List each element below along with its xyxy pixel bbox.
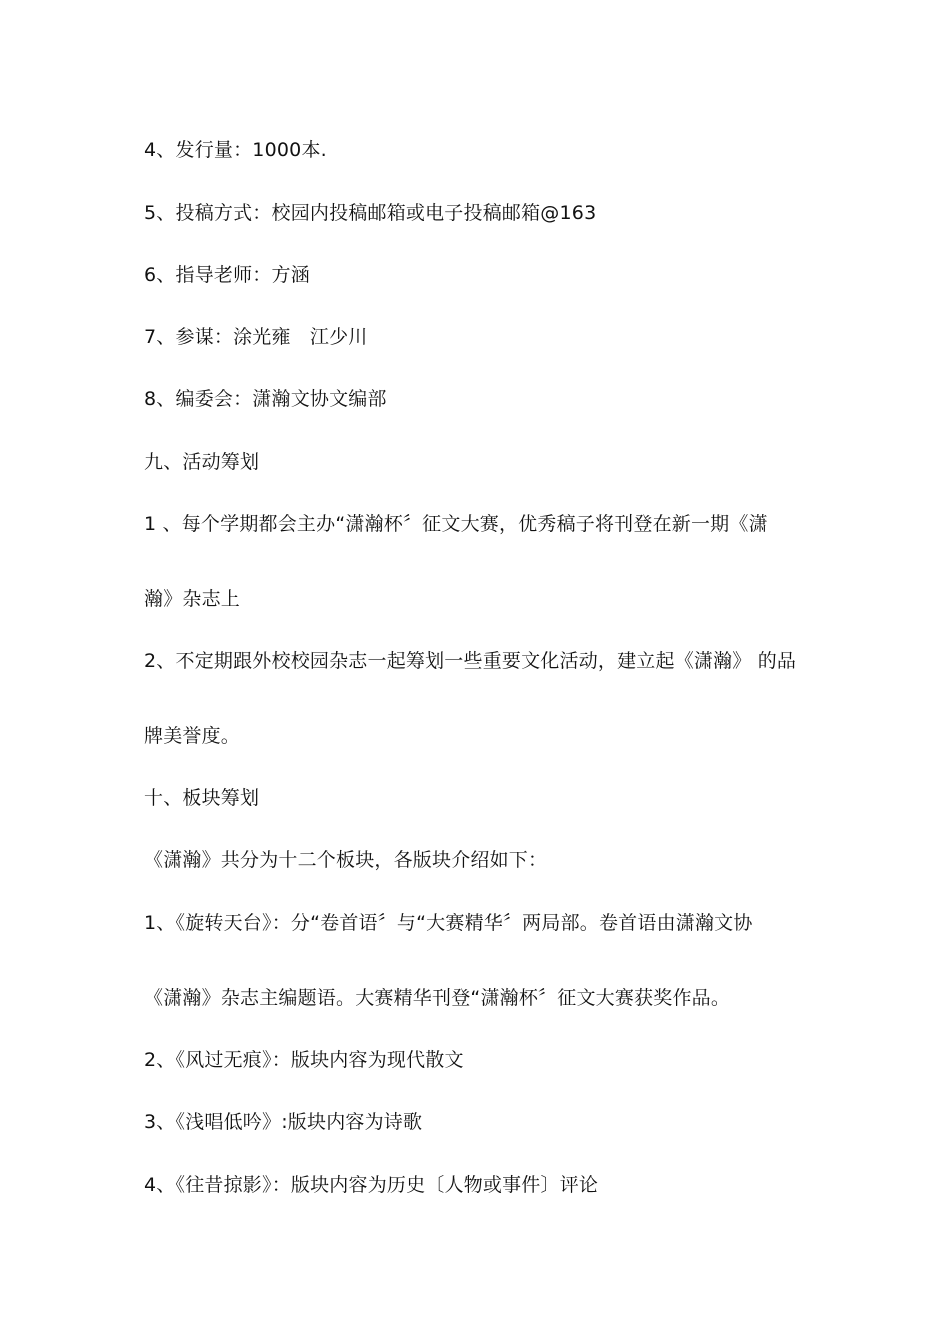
section-heading-sections: 十、板块筹划 — [144, 787, 260, 809]
circulation-line: 4、发行量：1000本. — [144, 139, 327, 161]
section-item-3-line: 3、《浅唱低吟》:版块内容为诗歌 — [144, 1111, 423, 1133]
activity-item-1-line-1: 1 、每个学期都会主办“潇瀚杯〞征文大赛，优秀稿子将刊登在新一期《潇 — [144, 513, 768, 535]
activity-item-1-line-2: 瀚》杂志上 — [144, 588, 241, 610]
editorial-board-line: 8、编委会：潇瀚文协文编部 — [144, 388, 387, 410]
section-item-4-line: 4、《往昔掠影》：版块内容为历史〔人物或事件〕评论 — [144, 1174, 599, 1196]
submission-method-line: 5、投稿方式：校园内投稿邮箱或电子投稿邮箱@163 — [144, 202, 597, 224]
advisor-line: 6、指导老师：方涵 — [144, 264, 310, 286]
activity-item-2-line-1: 2、不定期跟外校校园杂志一起筹划一些重要文化活动，建立起《潇瀚》 的品 — [144, 650, 797, 672]
counselor-line: 7、参谋：涂光雍 江少川 — [144, 326, 368, 348]
section-item-1-line-1: 1、《旋转天台》：分“卷首语〞与“大赛精华〞两局部。卷首语由潇瀚文协 — [144, 912, 753, 934]
section-heading-activity: 九、活动筹划 — [144, 451, 260, 473]
sections-intro-line: 《潇瀚》共分为十二个板块，各版块介绍如下： — [144, 849, 548, 871]
section-item-2-line: 2、《风过无痕》：版块内容为现代散文 — [144, 1049, 464, 1071]
section-item-1-line-2: 《潇瀚》杂志主编题语。大赛精华刊登“潇瀚杯〞征文大赛获奖作品。 — [144, 987, 731, 1009]
activity-item-2-line-2: 牌美誉度。 — [144, 725, 241, 747]
